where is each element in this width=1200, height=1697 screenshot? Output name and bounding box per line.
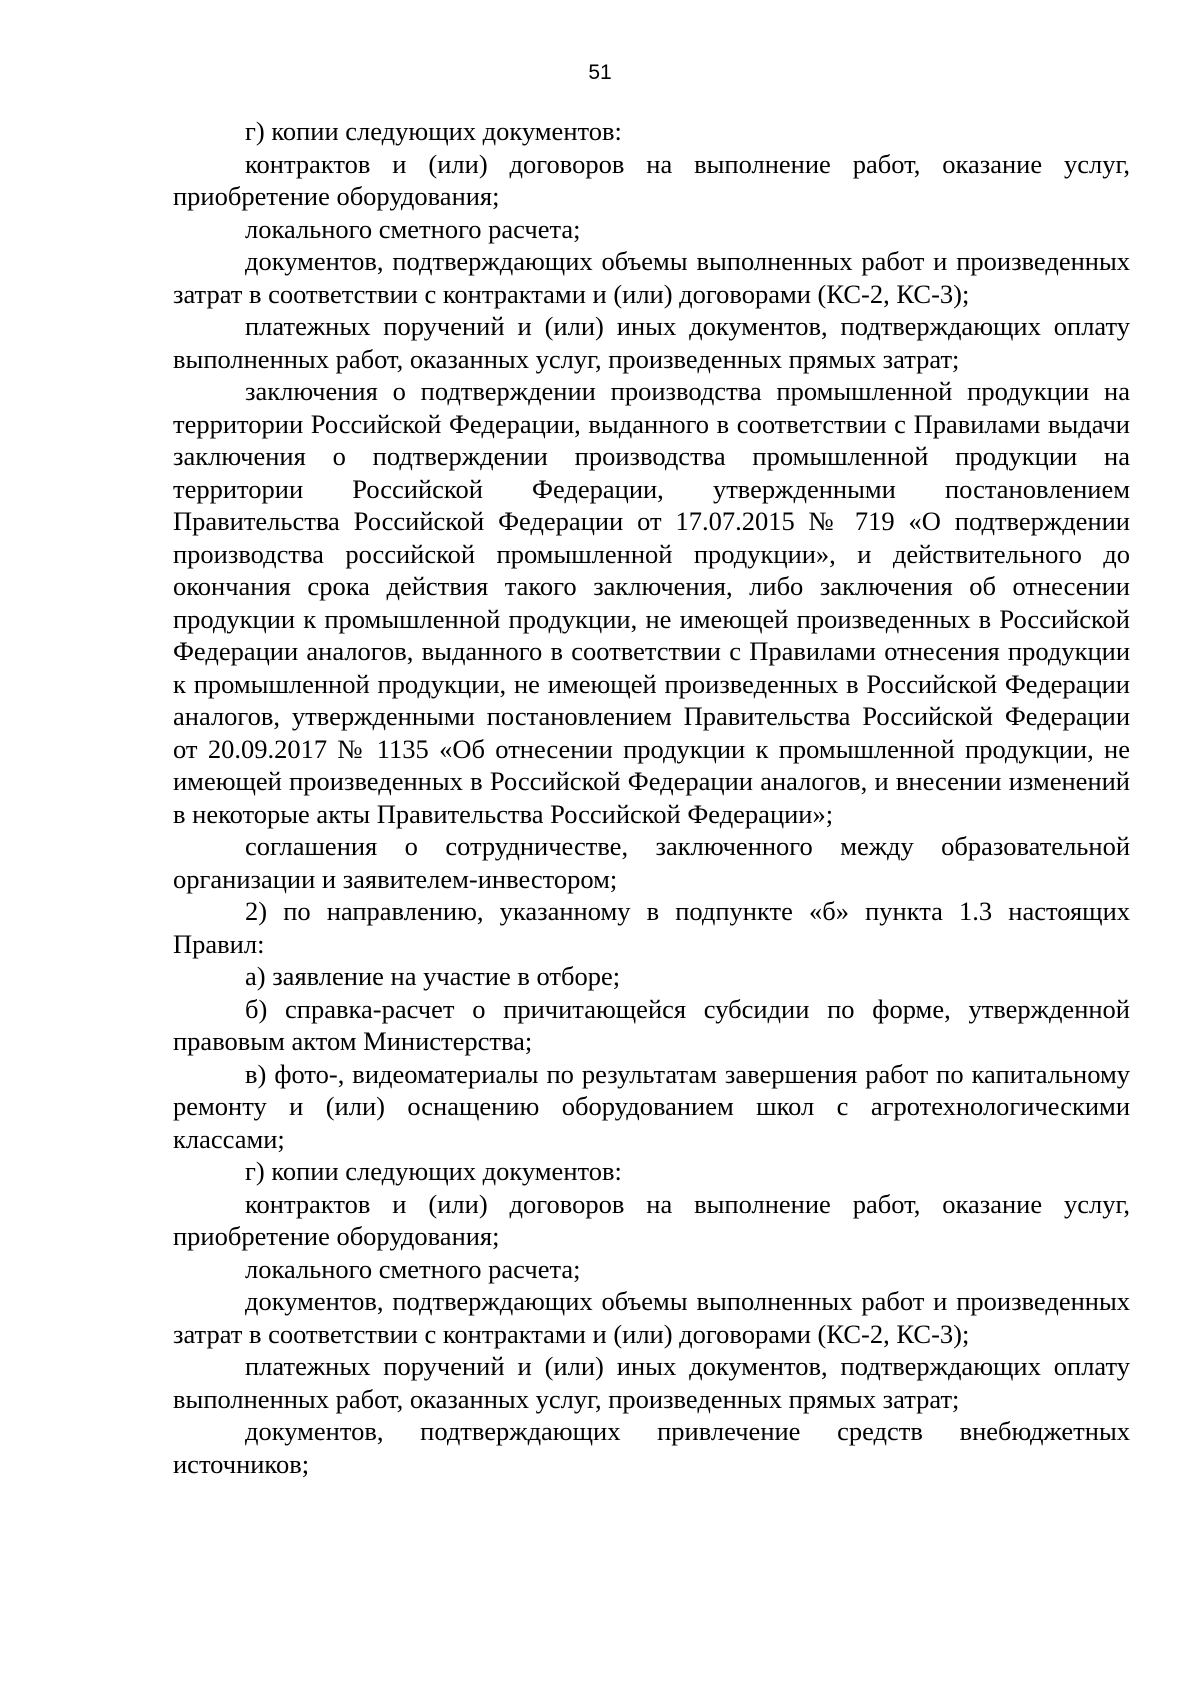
paragraph: в) фото-, видеоматериалы по результатам завершения работ по капитальному ремонту и (или) оснащению оборудованием школ с агротехнологическими классами; [173,1058,1130,1154]
paragraph: г) копии следующих документов: [245,116,622,146]
paragraph: платежных поручений и (или) иных документов, подтверждающих оплату выполненных работ, оказанных услуг, произведенных прямых затрат; [173,1351,1130,1414]
paragraph: б) справка-расчет о причитающейся субсидии по форме, утвержденной правовым актом Министерства; [173,993,1130,1056]
paragraph: 2) по направлению, указанному в подпункте «б» пункта 1.3 настоящих Правил: [173,896,1130,959]
paragraph: документов, подтверждающих привлечение средств внебюджетных источников; [173,1416,1130,1479]
document-body [173,115,1130,1480]
paragraph: а) заявление на участие в отборе; [245,961,621,991]
paragraph: контрактов и (или) договоров на выполнение работ, оказание услуг, приобретение оборудования; [173,1188,1130,1251]
paragraph: локального сметного расчета; [245,1253,581,1284]
paragraph: контрактов и (или) договоров на выполнение работ, оказание услуг, приобретение оборудования; [173,148,1130,211]
paragraph: платежных поручений и (или) иных документов, подтверждающих оплату выполненных работ, оказанных услуг, произведенных прямых затрат; [173,311,1130,374]
paragraph: документов, подтверждающих объемы выполненных работ и произведенных затрат в соответствии с контрактами и (или) договорами (КС-2, КС-3); [173,1286,1130,1349]
paragraph: локального сметного расчета; [245,213,581,244]
paragraph: документов, подтверждающих объемы выполненных работ и произведенных затрат в соответствии с контрактами и (или) договорами (КС-2, КС-3); [173,246,1130,309]
page-number: 51 [588,61,612,84]
paragraph: заключения о подтверждении производства промышленной продукции на территории Российской Федерации, выданного в соответствии с Правилами выдачи заключения о подтверждении производства промышленной продукции на территории Российской Федерации, утвержденными постановлением Правительства Российской Федерации от 17.07.2015 № 719 «О подтверждении производства российской промышленной продукции», и действительного до окончания срока действия такого заключения, либо заключения об отнесении продукции к промышленной продукции, не имеющей произведенных в Российской Федерации аналогов, выданного в соответствии с Правилами отнесения продукции к промышленной продукции, не имеющей произведенных в Российской Федерации аналогов, утвержденными постановлением Правительства Российской Федерации от 20.09.2017 № 1135 «Об отнесении продукции к промышленной продукции, не имеющей произведенных в Российской Федерации аналогов, и внесении изменений в некоторые акты Правительства Российской Федерации»; [173,376,1130,829]
paragraph: г) копии следующих документов: [245,1156,622,1186]
paragraph: соглашения о сотрудничестве, заключенного между образовательной организации и заявителем-инвестором; [173,831,1130,894]
